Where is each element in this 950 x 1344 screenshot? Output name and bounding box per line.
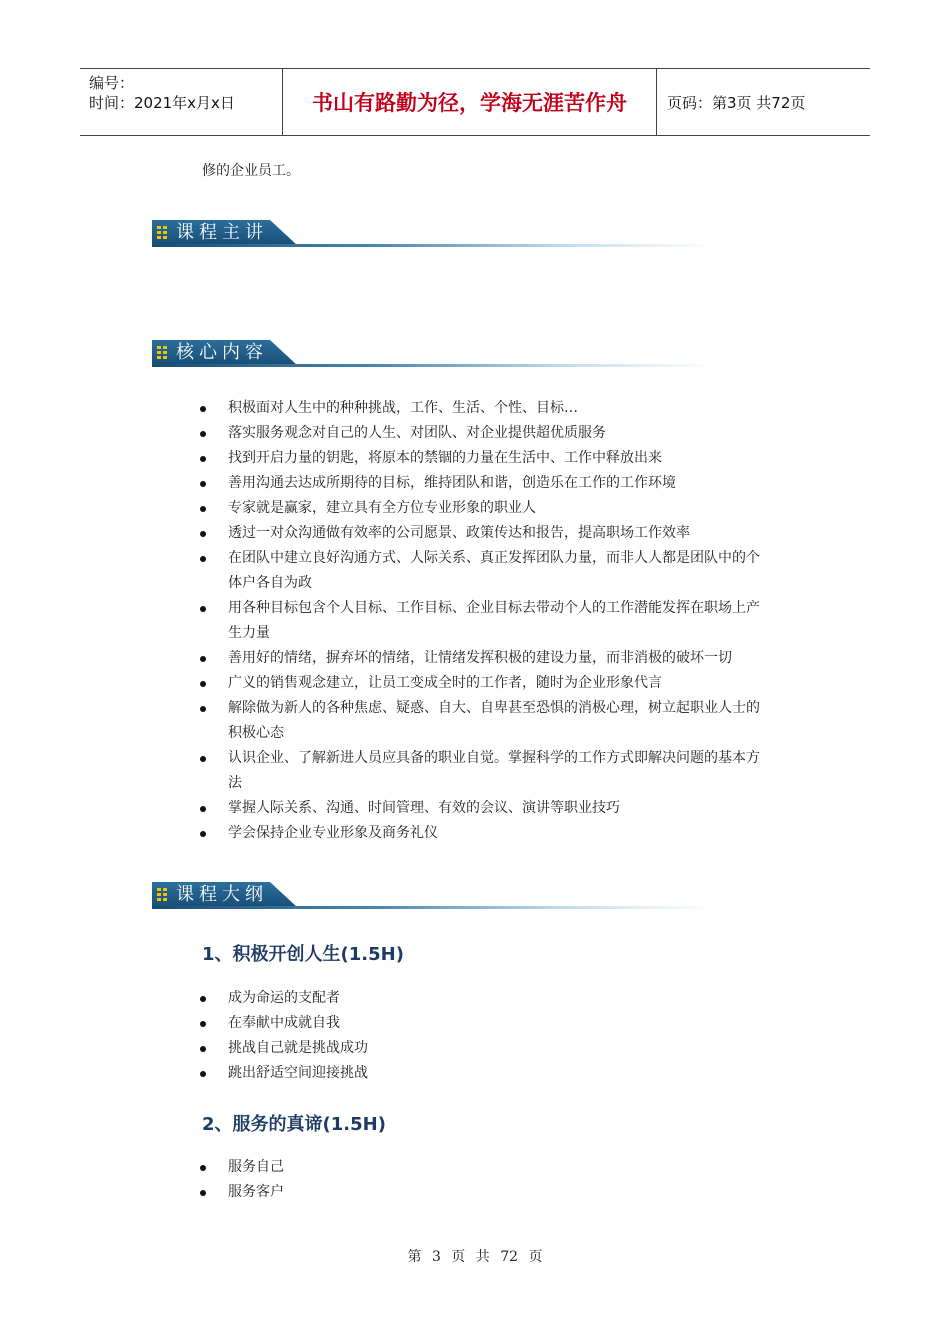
time-label: 时间：2021年x月x日: [89, 94, 235, 112]
page-header: [80, 68, 870, 136]
intro-text: 修的企业员工。: [202, 163, 300, 179]
header-motto: 书山有路勤为径，学海无涯苦作舟: [282, 69, 657, 135]
list-item: 找到开启力量的钥匙，将原本的禁锢的力量在生活中、工作中释放出来: [200, 446, 760, 471]
list-item: 积极面对人生中的种种挑战，工作、生活、个性、目标…: [200, 396, 760, 421]
section-title: 课程主讲: [176, 222, 268, 243]
list-item: 广义的销售观念建立，让员工变成全时的工作者，随时为企业形象代言: [200, 671, 760, 696]
list-item: 善用沟通去达成所期待的目标，维持团队和谐，创造乐在工作的工作环境: [200, 471, 760, 496]
list-item: 认识企业、了解新进人员应具备的职业自觉。掌握科学的工作方式即解决问题的基本方法: [200, 746, 760, 796]
list-item: 用各种目标包含个人目标、工作目标、企业目标去带动个人的工作潜能发挥在职场上产生力量: [200, 596, 760, 646]
outline-heading-2: 2、服务的真谛(1.5H): [202, 1114, 386, 1135]
list-item: 透过一对众沟通做有效率的公司愿景、政策传达和报告，提高职场工作效率: [200, 521, 760, 546]
list-item: 服务客户: [200, 1180, 760, 1205]
section-banner-lecturer: [152, 220, 712, 248]
section-banner-outline: [152, 882, 712, 910]
list-item: 学会保持企业专业形象及商务礼仪: [200, 821, 760, 846]
list-item: 善用好的情绪，摒弃坏的情绪，让情绪发挥积极的建设力量，而非消极的破坏一切: [200, 646, 760, 671]
grid-dots-icon: [157, 226, 167, 240]
list-item: 服务自己: [200, 1155, 760, 1180]
outline-list-2: [200, 1155, 760, 1205]
list-item: 专家就是赢家，建立具有全方位专业形象的职业人: [200, 496, 760, 521]
grid-dots-icon: [157, 888, 167, 902]
list-item: 解除做为新人的各种焦虑、疑惑、自大、自卑甚至恐惧的消极心理，树立起职业人士的积极心态: [200, 696, 760, 746]
section-banner-core: [152, 340, 712, 368]
list-item: 在团队中建立良好沟通方式、人际关系、真正发挥团队力量，而非人人都是团队中的个体户各自为政: [200, 546, 760, 596]
grid-dots-icon: [157, 346, 167, 360]
outline-list-1: [200, 986, 760, 1086]
header-page-code: 页码：第3页 共72页: [667, 93, 806, 112]
outline-heading-1: 1、积极开创人生(1.5H): [202, 944, 404, 965]
list-item: 挑战自己就是挑战成功: [200, 1036, 760, 1061]
header-meta: [80, 69, 282, 135]
list-item: 落实服务观念对自己的人生、对团队、对企业提供超优质服务: [200, 421, 760, 446]
list-item: 跳出舒适空间迎接挑战: [200, 1061, 760, 1086]
core-content-list: [200, 396, 760, 846]
section-title: 课程大纲: [176, 884, 268, 905]
list-item: 成为命运的支配者: [200, 986, 760, 1011]
list-item: 在奉献中成就自我: [200, 1011, 760, 1036]
list-item: 掌握人际关系、沟通、时间管理、有效的会议、演讲等职业技巧: [200, 796, 760, 821]
number-label: 编号：: [89, 74, 135, 92]
page-footer: 第 3 页 共 72 页: [407, 1249, 543, 1265]
section-title: 核心内容: [176, 342, 268, 363]
